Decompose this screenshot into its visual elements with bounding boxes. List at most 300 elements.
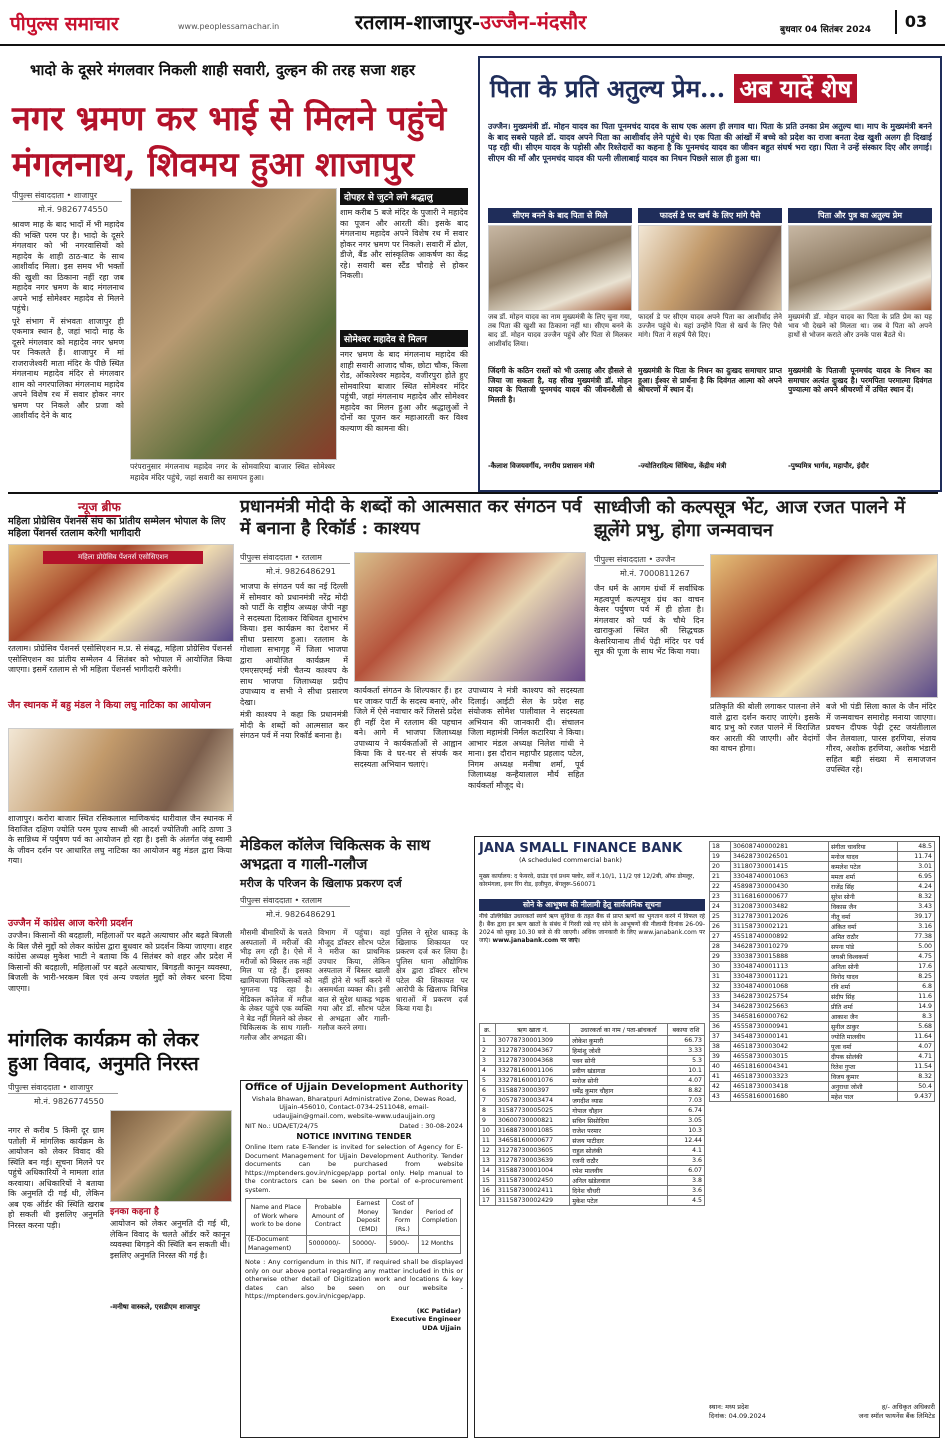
uda-sign-block: [241, 1301, 467, 1333]
uda-th-2: Probable Amount of Contract: [306, 1199, 350, 1236]
account-cell: 33038730015888: [730, 952, 828, 962]
uda-designation: Executive Engineer: [390, 1315, 461, 1323]
account-cell: 33278160001076: [495, 1076, 569, 1086]
sno-cell: 33: [710, 992, 731, 1002]
amount-cell: 10.1: [667, 1066, 704, 1076]
table-row: [710, 1032, 935, 1042]
borrower-cell: राजेंद्र सिंह: [828, 882, 897, 892]
newsbrief: [8, 496, 232, 916]
mangalik-quote-head: इनका कहना है: [110, 1207, 159, 1217]
mangalik-byline: पीपुल्स संवाददाता • शाजापुर: [8, 1082, 118, 1094]
sadhvi-body-3: बजे भी पंडी सिला काल के जैन मंदिर में जन्मवाचन समारोह मनाया जाएगा। प्रवचन दीपक पेढ़ी ट्रस्ट जयंतीलाल जैन तेलवाला, पारस हरणिया, संजय गौरव, अशोक हरणिया, अशोक भंडारी सहित बड़ी संख्या में समाजजन उपस्थित रहे।: [826, 702, 936, 774]
uda-td-3: 50000/-: [350, 1236, 387, 1254]
sno-cell: 11: [480, 1136, 496, 1146]
sadhvi-story: [594, 496, 938, 832]
amount-cell: 12.44: [667, 1136, 704, 1146]
sno-cell: 3: [480, 1056, 496, 1066]
borrower-cell: राहुल सोलंकी: [570, 1146, 668, 1156]
amount-cell: 3.8: [667, 1176, 704, 1186]
kashyap-body-mid: कार्यकर्ता संगठन के शिल्पकार हैं। हर घर जाकर पार्टी के सदस्य बनाएं, और जिले में ऐसे नवाचार करें जिससे प्रदेश ही नहीं देश में रतलाम की पहचान बने। आगे में भाजपा जिलाध्यक्ष उपाध्याय ने कार्यकर्ताओं से आह्वान किया कि वे घर-घर से संपर्क कर सदस्यता अभियान चलाएं।: [354, 686, 462, 769]
uda-nit-row: [241, 1122, 467, 1131]
account-cell: 33048740001113: [730, 962, 828, 972]
sno-cell: 23: [710, 892, 731, 902]
account-cell: 34658160000762: [730, 1012, 828, 1022]
borrower-cell: महेश पाल: [828, 1092, 897, 1102]
amount-cell: 3.43: [897, 902, 934, 912]
uda-notice-title: NOTICE INVITING TENDER: [296, 1131, 412, 1141]
borrower-cell: ममता शर्मा: [828, 872, 897, 882]
table-row: [710, 982, 935, 992]
borrower-cell: सपना पांडे: [828, 942, 897, 952]
uda-td-1: (E-Document Management): [246, 1236, 307, 1254]
kashyap-body-left: [240, 582, 348, 830]
amount-cell: 8.3: [897, 1012, 934, 1022]
account-cell: 34628730010279: [730, 942, 828, 952]
account-cell: 45898730000430: [730, 882, 828, 892]
table-row: [710, 992, 935, 1002]
borrower-cell: अनिता सोनी: [828, 962, 897, 972]
sadhvi-photo: [710, 554, 938, 698]
amount-cell: 4.07: [667, 1076, 704, 1086]
amount-cell: 3.6: [667, 1156, 704, 1166]
amount-cell: 9.437: [897, 1092, 934, 1102]
shajapur-headline-1: नगर भ्रमण कर भाई से मिलने पहुंचे: [12, 99, 447, 139]
amount-cell: 4.1: [667, 1146, 704, 1156]
borrower-cell: विजय कुमार: [828, 1072, 897, 1082]
sadhvi-byline: पीपुल्स संवाददाता • उज्जैन: [594, 554, 704, 566]
table-row: [710, 1042, 935, 1052]
sno-cell: 1: [480, 1036, 496, 1046]
amount-cell: 5.00: [897, 942, 934, 952]
uda-th-1: Name and Place of Work where work to be done: [246, 1199, 307, 1236]
table-row: [710, 1012, 935, 1022]
father-photo-3: [788, 225, 932, 311]
account-cell: 34628730025663: [730, 1002, 828, 1012]
borrower-cell: राजेश परमार: [570, 1126, 668, 1136]
amount-cell: 4.71: [897, 1052, 934, 1062]
borrower-cell: रमेश मालवीय: [570, 1166, 668, 1176]
tribute-2-text: मुख्यमंत्री के पिता के निधन का दुःखद समाचार प्राप्त हुआ। ईश्वर से प्रार्थना है कि दिवंगत आत्मा को अपने श्रीचरणों में स्थान दें।: [638, 366, 782, 394]
table-row: [710, 922, 935, 932]
amount-cell: 4.75: [897, 952, 934, 962]
borrower-cell: पूजा वर्मा: [828, 1042, 897, 1052]
table-row: [480, 1116, 705, 1126]
table-row: [480, 1046, 705, 1056]
edition-title-1: रतलाम-शाजापुर-: [355, 10, 481, 34]
sno-cell: 15: [480, 1176, 496, 1186]
newsbrief-body-3: उज्जैन। किसानों की बदहाली, महिलाओं पर बढ़ते अत्याचार और बढ़ते बिजली के बिल जैसे मुद्दों को लेकर कांग्रेस द्वारा बुधवार को प्रदर्शन किया जाएगा। शहर कांग्रेस अध्यक्ष मुकेश भाटी ने बताया कि 4 सितंबर को शहर और प्रदेश में किसानों की बदहाली, महिलाओं पर बढ़ते अत्याचार, बिगड़ती कानून व्यवस्था, बिजली के भारी-भरकम बिल एवं अन्य ज्वलंत मुद्दों को लेकर धरना दिया जाएगा।: [8, 931, 232, 993]
table-row: [710, 942, 935, 952]
bank-name: JANA SMALL FINANCE BANK: [479, 841, 683, 856]
shajapur-body-p1: श्रावण माह के बाद भादों में भी महादेव की भक्ति परम पर है। भादो के दूसरे मंगलवार को भी नगरवासियों को महादेव के शाही ठाठ-बाट के साथ आशीर्वाद मिला। इस समय भी भक्तों की खुशी का ठिकाना नहीं रहा जब महादेव नगर भ्रमण के बाद मंगलनाथ अपने भाई सोमेश्वर महादेव से मिलने पहुंचे।: [12, 220, 124, 313]
father-headline-2: अब यादें शेष: [734, 74, 858, 103]
uda-th-3: Earnest Money Deposit (EMD): [350, 1199, 387, 1236]
amount-cell: 11.74: [897, 852, 934, 862]
table-row: [480, 1176, 705, 1186]
account-cell: 46518160004341: [730, 1062, 828, 1072]
shajapur-story: [8, 52, 470, 492]
shajapur-kicker: भादो के दूसरे मंगलवार निकली शाही सवारी, दुल्हन की तरह सजा शहर: [30, 61, 415, 79]
father-panel-3-caption: मुख्यमंत्री डॉ. मोहन यादव का पिता के प्रति प्रेम का यह भाव भी देखने को मिलता था। जब वे पिता को अपने हाथों से भोजन कराते और उनके पास बैठते थे।: [788, 313, 932, 339]
account-cell: 31168160000677: [730, 892, 828, 902]
amount-cell: 3.16: [897, 922, 934, 932]
account-cell: 34628730026501: [730, 852, 828, 862]
account-cell: 46558160001680: [730, 1092, 828, 1102]
shajapur-byline-text: पीपुल्स संवाददाता • शाजापुर: [12, 191, 98, 200]
amount-cell: 6.07: [667, 1166, 704, 1176]
bank-signatory-org: जना स्मॉल फायनेंस बैंक लिमिटेड: [858, 1411, 935, 1420]
tribute-3: [788, 366, 932, 484]
sno-cell: 32: [710, 982, 731, 992]
amount-cell: 3.6: [667, 1186, 704, 1196]
newsbrief-head-3: उज्जैन में कांग्रेस आज करेगी प्रदर्शन: [8, 918, 133, 929]
side-head-2: सोमेश्वर महादेव से मिलन: [340, 330, 468, 347]
sno-cell: 8: [480, 1106, 496, 1116]
medical-body-3: पुलिस ने सुरेश धाकड़ के खिलाफ शिकायत पर प्रकरण दर्ज कर लिया है। पुलिस थाना औद्योगिक क्षेत्र द्वारा डॉक्टर सौरभ पटेल की शिकायत पर आरोपी के खिलाफ विभिन्न धाराओं में प्रकरण दर्ज किया गया है।: [396, 928, 468, 1013]
borrower-cell: सचिन सिसोदिया: [570, 1116, 668, 1126]
account-cell: 33048730001121: [730, 972, 828, 982]
borrower-cell: रजनी राठौर: [570, 1156, 668, 1166]
account-cell: 31278730012026: [730, 912, 828, 922]
tribute-2-author: -ज्योतिरादित्य सिंधिया, केंद्रीय मंत्री: [638, 462, 727, 470]
table-row: [710, 852, 935, 862]
bank-tagline: (A scheduled commercial bank): [519, 856, 622, 864]
pensioners-photo: [8, 544, 234, 642]
tribute-3-text: मुख्यमंत्री के पिताजी पूनमचंद यादव के निधन का समाचार अत्यंत दुःखद है। परमपिता परमात्मा दिवंगत पुण्यात्मा को अपने श्रीचरणों में उचित स्थान दें।: [788, 366, 932, 394]
table-row: [710, 1072, 935, 1082]
bank-left-table: [479, 1023, 705, 1206]
amount-cell: 4.5: [667, 1196, 704, 1206]
amount-cell: 8.82: [667, 1086, 704, 1096]
borrower-cell: सुनील ठाकुर: [828, 1022, 897, 1032]
amount-cell: 7.03: [667, 1096, 704, 1106]
amount-cell: 5.3: [667, 1056, 704, 1066]
sno-cell: 19: [710, 852, 731, 862]
account-cell: 46558730003015: [730, 1052, 828, 1062]
bank-left-table-wrap: [479, 1023, 705, 1206]
amount-cell: 11.64: [897, 1032, 934, 1042]
borrower-cell: आकाश जैन: [828, 1012, 897, 1022]
uda-dated: Dated : 30-08-2024: [399, 1122, 463, 1130]
borrower-cell: अमित राठौर: [828, 932, 897, 942]
sno-cell: 14: [480, 1166, 496, 1176]
edition-title-2: उज्जैन-मंदसौर: [480, 10, 587, 34]
amount-cell: 6.8: [897, 982, 934, 992]
masthead: [0, 0, 945, 46]
borrower-cell: धर्मेंद्र कुमार चौहान: [570, 1086, 668, 1096]
sno-cell: 42: [710, 1082, 731, 1092]
shajapur-caption: परंपरानुसार मंगलनाथ महादेव नगर के सोमवारिया बाजार स्थित सोमेश्वर महादेव मंदिर पहुंचे, जहां सवारी का समापन हुआ।: [130, 462, 335, 482]
shajapur-headline-2: मंगलनाथ, शिवमय हुआ शाजापुर: [12, 145, 415, 185]
table-row: [480, 1086, 705, 1096]
sno-cell: 38: [710, 1042, 731, 1052]
sno-cell: 37: [710, 1032, 731, 1042]
account-cell: 34658160000677: [495, 1136, 569, 1146]
amount-cell: 50.4: [897, 1082, 934, 1092]
bank-logo-block: [479, 841, 705, 871]
account-cell: 31278730003605: [495, 1146, 569, 1156]
borrower-cell: रवि शर्मा: [828, 982, 897, 992]
amount-cell: 11.6: [897, 992, 934, 1002]
bank-footer: [709, 1403, 935, 1420]
amount-cell: 3.01: [897, 862, 934, 872]
sadhvi-body-2: प्रतिकृति की बोली लगाकर पालना लेने वाले द्वारा दर्शन कराए जाएंगे। इसके बाद प्रभु को रजत पालने में विराजित कर आरती की जाएगी। और वेदांगों का वाचन होगा।: [710, 702, 820, 753]
sno-cell: 4: [480, 1066, 496, 1076]
bank-right-table-wrap: [709, 841, 935, 1102]
borrower-cell: कमलेश पटेल: [828, 862, 897, 872]
amount-cell: 39.17: [897, 912, 934, 922]
table-row: [710, 892, 935, 902]
shajapur-byline: [12, 190, 122, 202]
kashyap-story: [240, 496, 586, 832]
borrower-cell: संजय पाटीदार: [570, 1136, 668, 1146]
sno-cell: 2: [480, 1046, 496, 1056]
uda-title: Office of Ujjain Development Authority: [244, 1082, 463, 1093]
sno-cell: 16: [480, 1186, 496, 1196]
borrower-cell: रितेश गुप्ता: [828, 1062, 897, 1072]
procession-photo: [130, 188, 337, 460]
table-row: [480, 1056, 705, 1066]
borrower-cell: गोपाल चौहान: [570, 1106, 668, 1116]
mangalik-quote: [110, 1204, 230, 1324]
sno-cell: 10: [480, 1126, 496, 1136]
table-row: [480, 1186, 705, 1196]
bank-col-borrower: उधारकर्ता का नाम / पता-ब्रांचकर्ता: [570, 1024, 668, 1036]
borrower-cell: जयश्री विश्वकर्मा: [828, 952, 897, 962]
borrower-cell: विनोद यादव: [828, 972, 897, 982]
father-panel-3-head: पिता और पुत्र का अतुल्य प्रेम: [788, 208, 932, 223]
sno-cell: 39: [710, 1052, 731, 1062]
borrower-cell: विकास जैन: [828, 902, 897, 912]
table-row: [710, 962, 935, 972]
account-cell: 30778730001309: [495, 1036, 569, 1046]
table-row: [480, 1156, 705, 1166]
sno-cell: 22: [710, 882, 731, 892]
bank-notice-body: नीचे उल्लिखित उधारकर्ता स्वर्ण ऋण सुविधा के तहत बैंक से प्राप्त ऋणों का भुगतान करने में विफल रहे हैं। बैंक द्वारा इन ऋण खातों के संबंध में गिरवी रखे गए सोने के आभूषणों की नीलामी दिनांक 26-09-2024 को सुबह 10.30 बजे से की जाएगी। अधिक जानकारी के लिए www.janabank.com पर जाएं।: [479, 913, 705, 944]
bank-footer-row-1: [709, 1403, 935, 1412]
sno-cell: 30: [710, 962, 731, 972]
sno-cell: 5: [480, 1076, 496, 1086]
table-row: [480, 1036, 705, 1046]
sno-cell: 27: [710, 932, 731, 942]
account-cell: 31278730004367: [495, 1046, 569, 1056]
bank-notice-text: [479, 913, 705, 1023]
sno-cell: 7: [480, 1096, 496, 1106]
kashyap-photo: [354, 552, 586, 682]
sadhvi-body-1: जैन धर्म के आगम ग्रंथों में सर्वाधिक महत्वपूर्ण कल्पसूत्र ग्रंथ का वाचन केसर पर्युषण पर्व में ही होता है। मंगलवार को पर्व के चौथे दिन खाराकुआं स्थित श्री सिद्धचक्र केसरियानाथ तीर्थ पेढ़ी मंदिर पर पर्व सूत्र की पूजा के साथ भेंट किया गया।: [594, 584, 704, 656]
borrower-cell: मनोज यादव: [828, 852, 897, 862]
bank-col-account: ऋण खाता नं.: [495, 1024, 569, 1036]
borrower-cell: अनुराधा जोशी: [828, 1082, 897, 1092]
bank-right-table: [709, 841, 935, 1102]
father-photo-1: [488, 225, 632, 311]
father-headline: [490, 72, 857, 105]
shajapur-phone: मो.नं. 9826774550: [38, 205, 108, 214]
sadhvi-headline: साध्वीजी को कल्पसूत्र भेंट, आज रजत पालने में झूलेंगे प्रभु, होगा जन्मवाचन: [594, 497, 906, 541]
table-row: [710, 1062, 935, 1072]
table-row: [710, 1052, 935, 1062]
sno-cell: 12: [480, 1146, 496, 1156]
account-cell: 3158873000397: [495, 1086, 569, 1096]
uda-th-5: Period of Completion: [419, 1199, 461, 1236]
bank-place: स्थान: मध्य प्रदेश: [709, 1403, 749, 1411]
father-panel-1-caption: जब डॉ. मोहन यादव का नाम मुख्यमंत्री के लिए चुना गया, तब पिता की खुशी का ठिकाना नहीं था। सीएम बनने के बाद डॉ. मोहन यादव उज्जैन पहुंचे और पिता से मिलकर आशीर्वाद लिया।: [488, 313, 632, 348]
mangalik-phone: मो.नं. 9826774550: [34, 1097, 104, 1106]
table-row: [710, 1022, 935, 1032]
uda-td-2: 5000000/-: [306, 1236, 350, 1254]
medical-story: [240, 836, 468, 1076]
table-row: [710, 1002, 935, 1012]
mangalik-quote-text: आयोजन को लेकर अनुमति दी गई थी, लेकिन विवाद के चलते ऑर्डर करें कानून व्यवस्था बिगड़ने की स्थिति बन सकती थी। इसलिए अनुमति निरस्त की गई है।: [110, 1219, 230, 1260]
table-row: [710, 912, 935, 922]
sno-cell: 6: [480, 1086, 496, 1096]
tribute-1-author: -कैलाश विजयवर्गीय, नगरीय प्रशासन मंत्री: [488, 462, 595, 470]
amount-cell: 3.05: [667, 1116, 704, 1126]
tribute-3-author: -पुष्यमित्र भार्गव, महापौर, इंदौर: [788, 462, 869, 470]
sno-cell: 31: [710, 972, 731, 982]
amount-cell: 4.07: [897, 1042, 934, 1052]
bank-col-amount: बकाया राशि: [667, 1024, 704, 1036]
account-cell: 45518740000892: [730, 932, 828, 942]
borrower-cell: जगदीश व्यास: [570, 1096, 668, 1106]
table-row: [710, 882, 935, 892]
amount-cell: 5.68: [897, 1022, 934, 1032]
sno-cell: 34: [710, 1002, 731, 1012]
uda-td-4: 5900/-: [387, 1236, 419, 1254]
bank-website[interactable]: www.janabank.com पर जाएं।: [492, 937, 580, 944]
account-cell: 31158730002411: [495, 1186, 569, 1196]
table-row: [480, 1166, 705, 1176]
medical-subhead: मरीज के परिजन के खिलाफ प्रकरण दर्ज: [240, 877, 402, 890]
account-cell: 33278160001106: [495, 1066, 569, 1076]
masthead-date: बुधवार 04 सितंबर 2024: [780, 25, 872, 35]
uda-note: Note : Any corrigendum in this NIT, if required shall be displayed only on our above portal regarding any matter included in this or otherwise other detail of Digitization work and locations & key dates can also be seen on our website - https://mptenders.gov.in/nicgep/app.: [245, 1258, 463, 1300]
father-panel-2-head: फादर्स डे पर खर्च के लिए मांगे पैसे: [638, 208, 782, 223]
sno-cell: 24: [710, 902, 731, 912]
medical-body-2: विभाग में पहुंचा। वहां मौजूद डॉक्टर सौरभ पटेल ने मरीज का प्राथमिक उपचार किया, लेकिन अस्पताल में बिस्तर खाली नहीं होने से भर्ती करने में असमर्थता व्यक्त की। इसी बात से सुरेश धाकड़ भड़क गया और डॉ. सौरभ पटेल से अभद्रता और गाली-गलौज करने लगा।: [318, 928, 390, 1032]
account-cell: 31278730003639: [495, 1156, 569, 1166]
borrower-cell: संगीता चावरिया: [828, 842, 897, 852]
borrower-cell: सुरेश सोनी: [828, 892, 897, 902]
borrower-cell: अंकित वर्मा: [828, 922, 897, 932]
side-head-1: दोपहर से जुटने लगे श्रद्धालु: [340, 188, 468, 205]
newsbrief-body-2: शाजापुर। करोरा बाजार स्थित रसिकलाल माणिकचंद धारीवाल जैन स्थानक में विराजित दक्षिण ज्योति परम पूज्य साध्वी श्री आदर्श ज्योतिजी आदि ठाणा 3 के सान्निध्य में पर्युषण पर्व का आयोजन हो रहा है। इसी के अंतर्गत जंबू स्वामी के जीवन दर्शन पर आधारित लघु नाटिका का आयोजन बहु मंडल द्वारा किया गया।: [8, 814, 232, 865]
account-cell: 33048740001063: [730, 872, 828, 882]
mangalik-story: [8, 1028, 232, 1438]
father-panel-1-head: सीएम बनने के बाद पिता से मिले: [488, 208, 632, 223]
borrower-cell: अनिल खंडेलवाल: [570, 1176, 668, 1186]
table-row: [480, 1196, 705, 1206]
kashyap-body-left-p1: भाजपा के संगठन पर्व का नई दिल्ली में सोमवार को प्रधानमंत्री नरेंद्र मोदी को पार्टी के राष्ट्रीय अध्यक्ष जेपी नड्डा ने सदस्यता दिलाकर विधिवत शुभारंभ किया। इस कार्यक्रम का देशभर में सीधा प्रसारण हुआ। रतलाम के गोशाला सभागृह में जिला भाजपा द्वारा आयोजित कार्यक्रम में एमएसएमई मंत्री चैतन्य काश्यप के साथ भाजपा जिलाध्यक्ष प्रदीप उपाध्याय व सभी ने सीधा प्रसारण देखा।: [240, 582, 348, 707]
table-row: [710, 862, 935, 872]
newsbrief-body-1: रतलाम। प्रोग्रेसिव पेंशनर्स एसोसिएशन म.प्र. से संबद्ध, महिला प्रोग्रेसिव पेंशनर्स एसोसिएशन का प्रांतीय सम्मेलन 4 सितंबर को भोपाल में आयोजित किया जाएगा। इसमें रतलाम से भी महिला पेंशनर्स भागीदारी करेगी।: [8, 644, 232, 674]
uda-tender: [240, 1080, 468, 1438]
account-cell: 31278730004368: [495, 1056, 569, 1066]
amount-cell: 6.74: [667, 1106, 704, 1116]
edition-title: [355, 8, 586, 35]
mangalik-quote-author: -मनीषा वास्कले, एसडीएम शाजापुर: [110, 1303, 200, 1311]
newsbrief-head-2: जैन स्थानक में बहु मंडल ने किया लघु नाटिका का आयोजन: [8, 700, 211, 711]
tribute-1-text: जिंदगी के कठिन रास्तों को भी उत्साह और हौसले से जिया जा सकता है, यह सीख मुख्यमंत्री डॉ. मोहन यादव के पिताजी पूनमचंद यादव की जीवनशैली से मिलती है।: [488, 366, 632, 404]
uda-org: UDA Ujjain: [422, 1323, 461, 1332]
account-cell: 31588730001004: [495, 1166, 569, 1176]
table-row: [480, 1066, 705, 1076]
bank-notice: [474, 836, 940, 1438]
sno-cell: 29: [710, 952, 731, 962]
masthead-logo: पीपुल्स समाचार: [10, 13, 119, 35]
uda-th-4: Cost of Tender Form (Rs.): [387, 1199, 419, 1236]
amount-cell: 3.33: [667, 1046, 704, 1056]
table-row: [710, 952, 935, 962]
borrower-cell: प्रवीण खंडागळ: [570, 1066, 668, 1076]
borrower-cell: नीतू वर्मा: [828, 912, 897, 922]
table-row: [480, 1126, 705, 1136]
table-row: [480, 1146, 705, 1156]
amount-cell: 17.6: [897, 962, 934, 972]
kashyap-body-end: मंत्री काश्यप ने कहा कि प्रधानमंत्री मोदी के शब्दों को आत्मसात कर संगठन पर्व में नया रिकॉर्ड बनाना है।: [240, 710, 348, 740]
kashyap-byline: पीपुल्स संवाददाता • रतलाम: [240, 552, 350, 564]
amount-cell: 4.24: [897, 882, 934, 892]
account-cell: 34548730000141: [730, 1032, 828, 1042]
borrower-cell: दिनेश चौधरी: [570, 1186, 668, 1196]
bank-address: मुख्य कार्यालय: द फेयरवे, ग्राउंड एवं प्रथम फ्लोर, सर्वे नं.10/1, 11/2 एवं 12/2बी, ऑफ डोमलूर, कोरमंगला, इनर रिंग रोड, इजीपुरा, बेंगलुरू-560071: [479, 873, 695, 888]
father-headline-1: पिता के प्रति अतुल्य प्रेम...: [490, 74, 726, 103]
amount-cell: 6.95: [897, 872, 934, 882]
sno-cell: 26: [710, 922, 731, 932]
sadhvi-phone: मो.नं. 7000811267: [620, 569, 690, 578]
table-row: [480, 1136, 705, 1146]
table-row: [480, 1096, 705, 1106]
shajapur-body: [12, 220, 124, 490]
sno-cell: 35: [710, 1012, 731, 1022]
account-cell: 45558730000941: [730, 1022, 828, 1032]
sno-cell: 43: [710, 1092, 731, 1102]
sno-cell: 20: [710, 862, 731, 872]
sno-cell: 18: [710, 842, 731, 852]
father-panel-1: [488, 208, 632, 360]
borrower-cell: ज्योति मालवीय: [828, 1032, 897, 1042]
table-row: [480, 1076, 705, 1086]
borrower-cell: संदीप सिंह: [828, 992, 897, 1002]
kashyap-body-right: उपाध्याय ने मंत्री काश्यप को सदस्यता दिलाई। आईटी सेल के प्रदेश सह संयोजक सोमेश पालीवाल ने सदस्यता अभियान की जानकारी दी। संचालन जिला महामंत्री निर्मल कटारिया ने किया। आभार मंडल अध्यक्ष निलेश गांधी ने माना। इस दौरान महापौर प्रहलाद पटेल, निगम अध्यक्ष मनीषा शर्मा, पूर्व जिलाध्यक्ष कन्हैयालाल मौर्य सहित कार्यकर्ता मौजूद थे।: [468, 686, 584, 790]
section-divider: [8, 492, 938, 494]
bank-auction-title: सोने के आभूषण की नीलामी हेतु सार्वजनिक सूचना: [479, 899, 705, 911]
father-panel-2-caption: फादर्स डे पर सीएम यादव अपने पिता का आशीर्वाद लेने उज्जैन पहुंचे थे। यहां उन्होंने पिता से खर्च के लिए पैसे मांगे। पिता ने सहर्ष पैसे दिए।: [638, 313, 782, 339]
table-row: [710, 932, 935, 942]
amount-cell: 66.73: [667, 1036, 704, 1046]
jain-sthanak-photo: [8, 728, 234, 812]
sno-cell: 17: [480, 1196, 496, 1206]
account-cell: 46518730003323: [730, 1072, 828, 1082]
amount-cell: 11.54: [897, 1062, 934, 1072]
page-number: 03: [895, 10, 935, 34]
account-cell: 30600730000821: [495, 1116, 569, 1126]
father-photo-2: [638, 225, 782, 311]
amount-cell: 77.38: [897, 932, 934, 942]
shajapur-sidebar: [340, 188, 468, 490]
account-cell: 30608740000281: [730, 842, 828, 852]
account-cell: 46518730003418: [730, 1082, 828, 1092]
father-panel-3: [788, 208, 932, 360]
kashyap-headline: प्रधानमंत्री मोदी के शब्दों को आत्मसात कर संगठन पर्व में बनाना है रिकॉर्ड : काश्यप: [240, 497, 582, 539]
sno-cell: 40: [710, 1062, 731, 1072]
medical-body-1: मौसमी बीमारियों के चलते अस्पतालों में मरीजों की भीड़ लग रही है। ऐसे में मरीजों को बिस्तर तक नहीं मिल पा रहे हैं। इसका खामियाजा चिकित्सकों को भुगतना पड़ रहा है। मेडिकल कॉलेज में मरीज के लेकर पहुंचे एक व्यक्ति ने बेड नहीं मिलने को लेकर चिकित्सक के साथ गाली-गलौज और अभद्रता की।: [240, 928, 312, 1042]
masthead-url[interactable]: www.peoplessamachar.in: [178, 22, 280, 31]
account-cell: 31688730001085: [495, 1126, 569, 1136]
uda-address: Vishala Bhawan, Bharatpuri Administrative Zone, Dewas Road, Ujjain-456010, Contact-0734-2511048, email-udaujjain@gmail.com, website-www.udaujjain.org: [251, 1094, 457, 1120]
uda-signatory: (KC Patidar): [416, 1306, 461, 1315]
table-row: [710, 842, 935, 852]
